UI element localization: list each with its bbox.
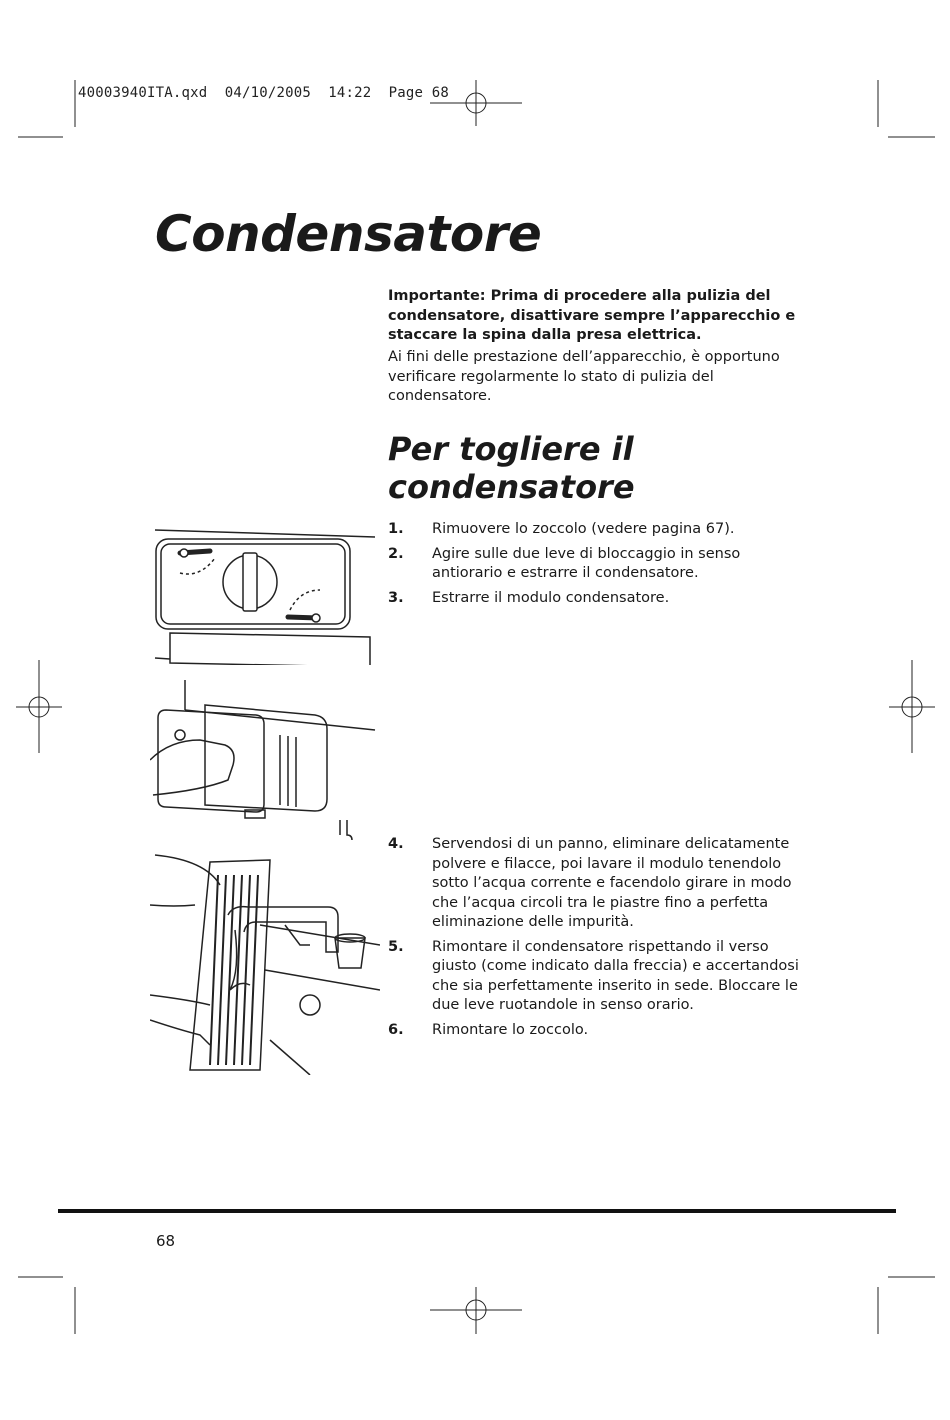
step-number: 6. <box>388 1021 404 1038</box>
footer-rule <box>58 1209 896 1213</box>
step-number: 4. <box>388 836 404 852</box>
file-slug: 40003940ITA.qxd 04/10/2005 14:22 Page 68 <box>78 85 450 101</box>
step-text: Estrarre il modulo condensatore. <box>432 589 670 606</box>
list-item <box>388 545 808 584</box>
step-text: Rimontare lo zoccolo. <box>432 1021 589 1038</box>
section-title: Per togliere il condensatore <box>388 430 635 506</box>
step-text: Rimuovere lo zoccolo (vedere pagina 67). <box>432 521 735 537</box>
step-text: Agire sulle due leve di bloccaggio in senso antiorario e estrarre il condensatore. <box>432 545 741 581</box>
condenser-extraction-illustration <box>150 680 380 840</box>
list-item <box>388 1021 808 1041</box>
important-note: Importante: Prima di procedere alla pulizia del condensatore, disattivare sempre l’apparecchio e staccare la spina dalla presa elettrica. <box>388 288 796 343</box>
condenser-levers-illustration <box>150 525 380 665</box>
step-text: Rimontare il condensatore rispettando il verso giusto (come indicato dalla freccia) e accertandosi che sia perfettamente inserito in sede. Bloccare le due leve ruotandole in senso orario. <box>432 938 799 1013</box>
step-number: 1. <box>388 521 404 537</box>
list-item <box>388 938 808 1016</box>
step-number: 2. <box>388 545 404 562</box>
page-number: 68 <box>156 1232 176 1250</box>
steps-list-a <box>388 520 808 613</box>
step-number: 5. <box>388 938 404 955</box>
intro-paragraph: Ai fini delle prestazione dell’apparecchio, è opportuno verificare regolarmente lo stato di pulizia del condensatore. <box>388 349 780 404</box>
page-title: Condensatore <box>155 205 542 263</box>
list-item <box>388 520 808 540</box>
steps-list-b <box>388 835 808 1045</box>
step-number: 3. <box>388 589 404 606</box>
list-item <box>388 589 808 609</box>
washing-module-illustration <box>150 850 380 1075</box>
step-text: Servendosi di un panno, eliminare delicatamente polvere e filacce, poi lavare il modulo tenendolo sotto l’acqua corrente e facendolo girare in modo che l’acqua circoli tra le piastre fino a perfetta eliminazione delle impurità. <box>432 836 792 930</box>
list-item <box>388 835 808 933</box>
